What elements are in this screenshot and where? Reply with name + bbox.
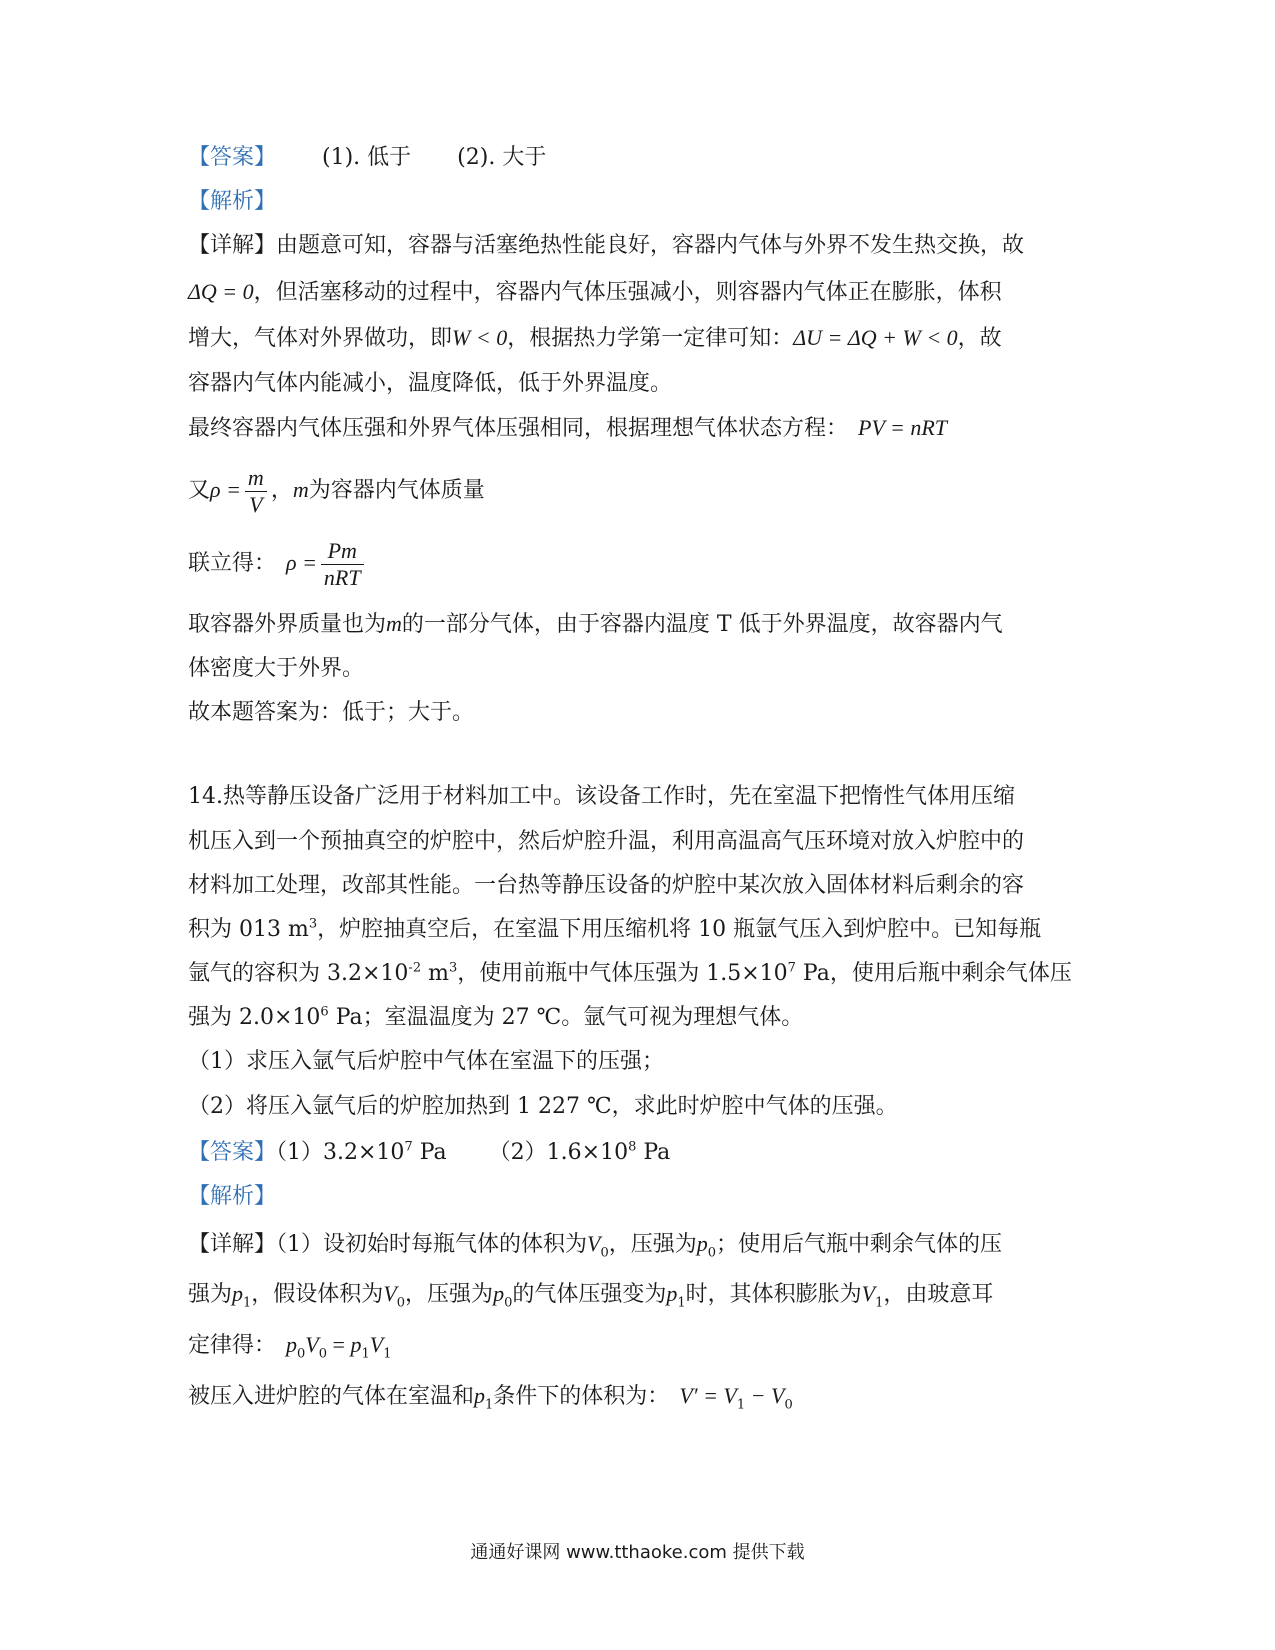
math-delta-q: ΔQ = 0 [188, 279, 254, 304]
math-p: p [666, 1281, 678, 1306]
problem-text: ，使用前瓶中气体压强为 1.5×10 [457, 961, 788, 986]
answer-2-unit: Pa [636, 1140, 671, 1165]
subscript: 0 [600, 1245, 609, 1261]
subscript: 0 [297, 1346, 306, 1362]
detail-text: 又 [188, 478, 211, 503]
page-footer: 通通好课网 www.tthaoke.com 提供下载 [470, 1542, 805, 1563]
superscript: 7 [404, 1139, 413, 1155]
fraction-denominator: nRT [323, 564, 361, 590]
math-m: m [386, 611, 402, 636]
q13-detail-line-1 [188, 231, 1085, 261]
subscript: 0 [396, 1295, 406, 1311]
math-p: p [493, 1281, 505, 1306]
answer-1: （1）3.2×10 [276, 1140, 405, 1165]
superscript: 7 [787, 960, 796, 976]
problem-text: 机压入到一个预抽真空的炉腔中，然后炉腔升温，利用高温高气压环境对放入炉腔中的 [188, 829, 1025, 854]
subscript: 1 [485, 1397, 494, 1413]
detail-text: 为容器内气体质量 [308, 478, 485, 503]
answer-1-unit: Pa [412, 1140, 447, 1165]
math-p: p [232, 1281, 244, 1306]
q14-subquestion-1 [188, 1047, 1085, 1077]
math-rho: ρ = [286, 550, 317, 575]
q14-problem-line-2 [188, 827, 1085, 857]
math-v-prime: V′ = V [679, 1383, 737, 1408]
detail-text: ，压强为 [608, 1232, 697, 1257]
analysis-tag: 【解析】 [188, 189, 277, 214]
subscript: 0 [784, 1397, 793, 1413]
q13-detail-line-4 [188, 369, 1085, 399]
q14-detail-line-1 [188, 1229, 1085, 1260]
detail-text: 最终容器内气体压强和外界气体压强相同，根据理想气体状态方程： [188, 416, 849, 441]
math-p: p [696, 1231, 708, 1256]
math-p: p [474, 1383, 486, 1408]
q13-detail-line-8 [188, 609, 1085, 640]
math-p: p [350, 1332, 362, 1357]
detail-text: 的一部分气体，由于容器内温度 T 低于外界温度，故容器内气 [401, 612, 1003, 637]
problem-text: ，炉腔抽真空后，在室温下用压缩机将 10 瓶氩气压入到炉腔中。已知每瓶 [317, 917, 1042, 942]
q14-problem-line-6 [188, 1003, 1085, 1033]
subscript: 0 [707, 1245, 717, 1261]
detail-text: 的气体压强变为 [512, 1282, 667, 1307]
detail-text: ，根据热力学第一定律可知： [507, 326, 794, 351]
detail-text: 故本题答案为：低于；大于。 [188, 700, 475, 725]
detail-tag: 【详解】 [188, 1232, 277, 1257]
detail-text: ， [270, 478, 293, 503]
q14-analysis-line [188, 1182, 1085, 1212]
fraction-numerator: m [245, 465, 267, 492]
math-v: V [305, 1332, 319, 1357]
problem-text: 强为 2.0×10 [188, 1005, 321, 1030]
problem-text: 14.热等静压设备广泛用于材料加工中。该设备工作时，先在室温下把惰性气体用压缩 [188, 784, 1015, 809]
q14-answer-line [188, 1138, 1085, 1168]
subscript: 1 [361, 1346, 370, 1362]
detail-text: ，故 [957, 326, 1002, 351]
subscript: 1 [383, 1346, 392, 1362]
superscript: -2 [408, 960, 422, 976]
q14-problem-line-1 [188, 782, 1085, 812]
detail-text: 定律得： [188, 1333, 277, 1358]
math-m: m [292, 477, 309, 502]
q14-problem-line-5 [188, 959, 1085, 989]
detail-text: 体密度大于外界。 [188, 656, 365, 681]
subquestion-text: （2）将压入氩气后的炉腔加热到 1 227 ℃，求此时炉腔中气体的压强。 [188, 1094, 898, 1119]
q13-detail-line-3 [188, 323, 1085, 354]
q13-answer-line [188, 143, 1085, 173]
math-v: − V [745, 1383, 785, 1408]
detail-text: ，但活塞移动的过程中，容器内气体压强减小，则容器内气体正在膨胀，体积 [253, 280, 1002, 305]
detail-text: 联立得： [188, 551, 277, 576]
detail-text: ；使用后气瓶中剩余气体的压 [716, 1232, 1003, 1257]
math-v: V [861, 1281, 876, 1306]
fraction-numerator: Pm [321, 538, 364, 565]
answer-tag: 【答案】 [188, 145, 277, 170]
detail-text: ，由玻意耳 [883, 1282, 994, 1307]
detail-text: 被压入进炉腔的气体在室温和 [188, 1384, 475, 1409]
answer-2: (2). 大于 [457, 145, 547, 170]
math-ideal-gas: PV = nRT [858, 415, 948, 440]
fraction-pm-over-nrt [321, 538, 364, 591]
detail-text: 条件下的体积为： [493, 1384, 670, 1409]
subscript: 1 [677, 1295, 686, 1311]
math-p: p [286, 1332, 298, 1357]
superscript: 6 [320, 1004, 329, 1020]
subscript: 0 [504, 1295, 513, 1311]
q14-detail-line-2 [188, 1279, 1085, 1310]
q14-problem-line-3 [188, 871, 1085, 901]
math-v: V [587, 1231, 601, 1256]
math-w: W < 0 [452, 325, 508, 350]
superscript: 3 [448, 960, 458, 976]
problem-text: Pa，使用后瓶中剩余气体压 [795, 961, 1072, 986]
detail-text: 容器内气体内能减小，温度降低，低于外界温度。 [188, 371, 673, 396]
answer-tag: 【答案】 [188, 1140, 277, 1165]
answer-1: (1). 低于 [322, 145, 412, 170]
answer-2: （2）1.6×10 [488, 1140, 629, 1165]
superscript: 3 [308, 916, 318, 932]
detail-text: 时，其体积膨胀为 [685, 1282, 862, 1307]
q13-detail-line-5 [188, 413, 1085, 444]
q14-detail-line-3 [188, 1330, 1085, 1361]
q13-detail-line-7 [188, 533, 1085, 593]
q14-detail-line-4 [188, 1381, 1085, 1412]
problem-text: 积为 013 m [188, 917, 309, 942]
detail-text: 增大，气体对外界做功，即 [188, 326, 453, 351]
math-rho: ρ = [210, 477, 241, 502]
math-v: V [383, 1281, 397, 1306]
detail-text: （1）设初始时每瓶气体的体积为 [276, 1232, 588, 1257]
subscript: 1 [736, 1397, 746, 1413]
q13-analysis-line [188, 187, 1085, 217]
q14-subquestion-2 [188, 1092, 1085, 1122]
detail-text: 取容器外界质量也为 [188, 612, 387, 637]
problem-text: m [421, 961, 449, 986]
problem-text: 材料加工处理，改部其性能。一台热等静压设备的炉腔中某次放入固体材料后剩余的容 [188, 873, 1025, 898]
subscript: 1 [243, 1295, 252, 1311]
math-first-law: ΔU = ΔQ + W < 0 [793, 325, 958, 350]
fraction-m-over-v [245, 465, 267, 518]
math-v: V [369, 1332, 384, 1357]
detail-text: 由题意可知，容器与活塞绝热性能良好，容器内气体与外界不发生热交换，故 [276, 233, 1025, 258]
detail-text: 强为 [188, 1282, 233, 1307]
subquestion-text: （1）求压入氩气后炉腔中气体在室温下的压强； [188, 1049, 664, 1074]
fraction-denominator: V [249, 491, 263, 517]
q13-detail-line-9 [188, 654, 1085, 684]
q13-detail-line-6 [188, 460, 1085, 520]
problem-text: Pa；室温温度为 27 ℃。氩气可视为理想气体。 [328, 1005, 804, 1030]
detail-text: ，假设体积为 [251, 1282, 384, 1307]
subscript: 1 [875, 1295, 884, 1311]
detail-text: ，压强为 [405, 1282, 494, 1307]
subscript: 0 [318, 1346, 328, 1362]
q13-conclusion [188, 698, 1085, 728]
detail-tag: 【详解】 [188, 233, 277, 258]
analysis-tag: 【解析】 [188, 1184, 277, 1209]
problem-text: 氩气的容积为 3.2×10 [188, 961, 409, 986]
superscript: 8 [628, 1139, 637, 1155]
q14-problem-line-4 [188, 915, 1085, 945]
math-equals: = [327, 1332, 351, 1357]
q13-detail-line-2 [188, 277, 1085, 308]
